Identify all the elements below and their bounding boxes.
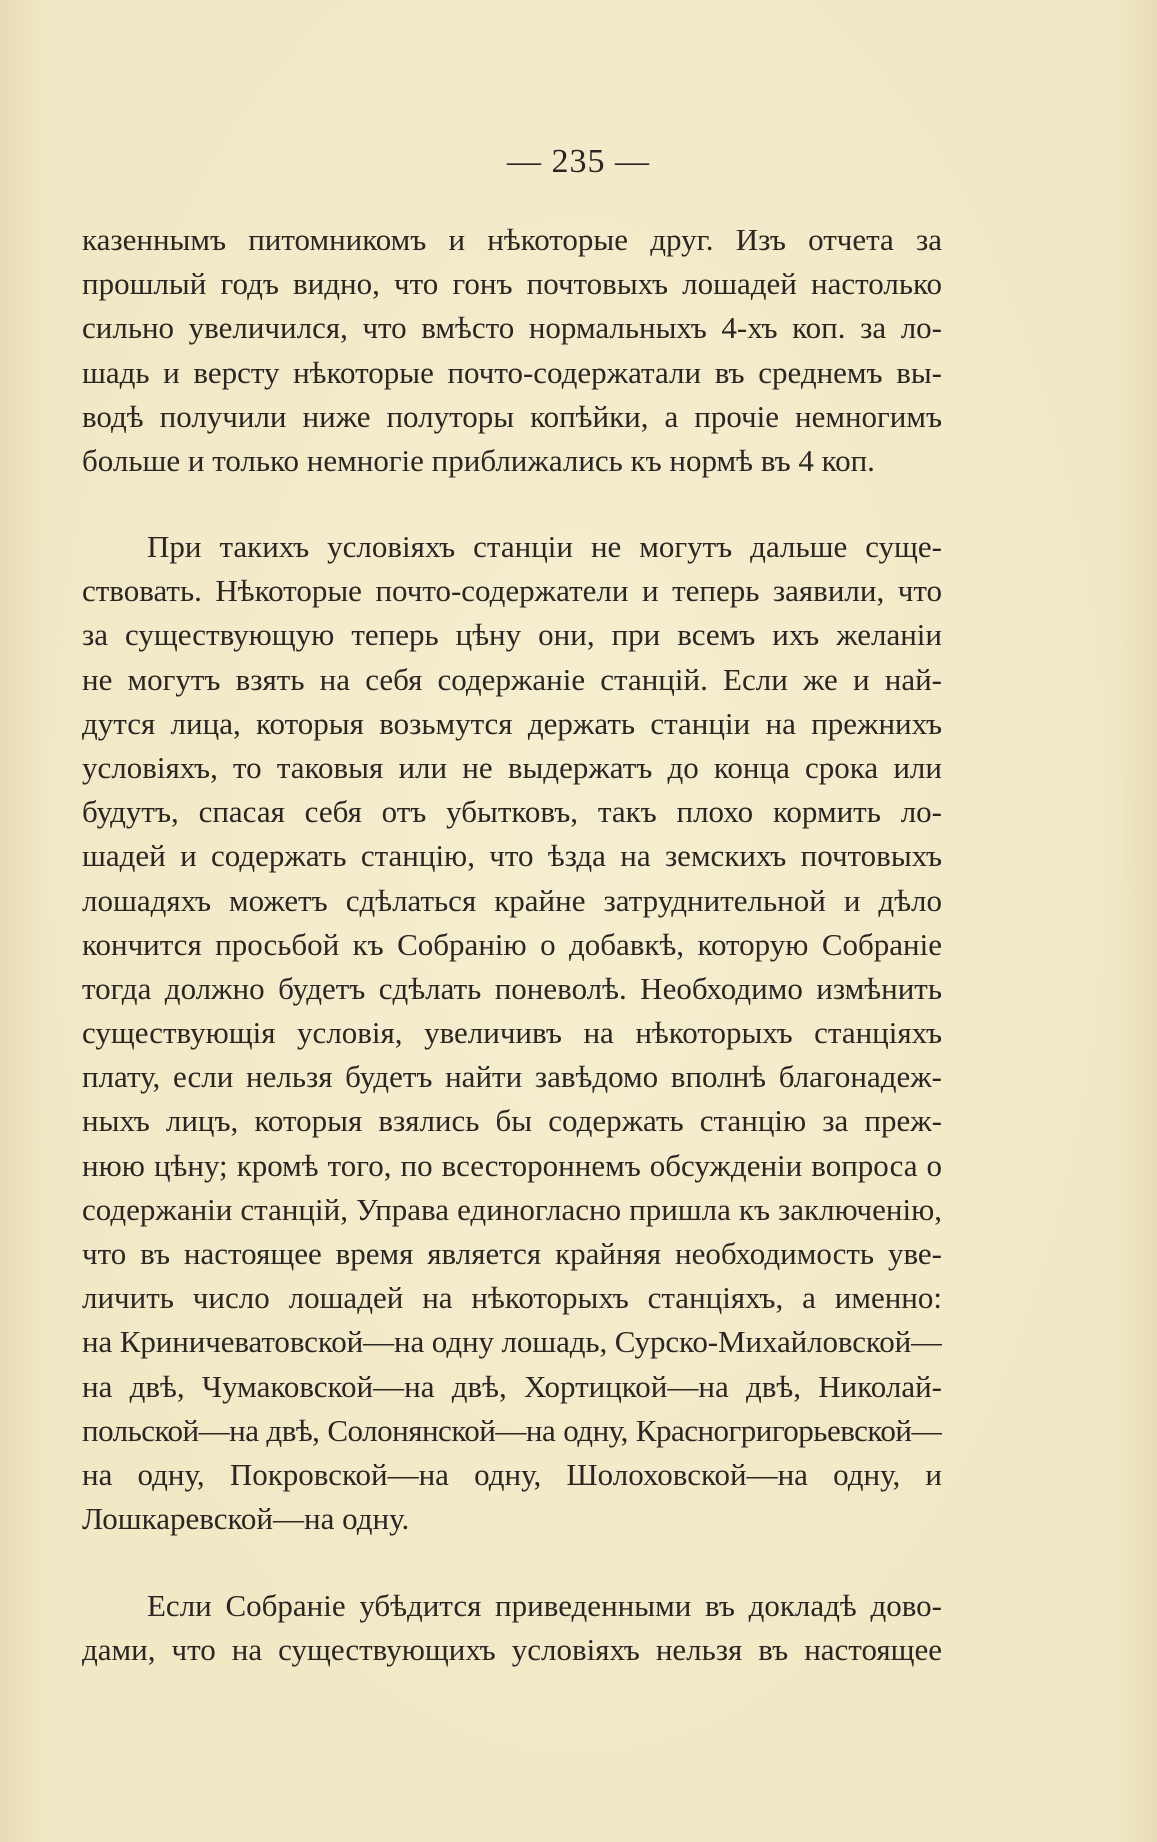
text-line: прошлый годъ видно, что гонъ почтовыхъ лошадей настолько bbox=[82, 266, 942, 302]
text-line: плату, если нельзя будетъ найти завѣдомо вполнѣ благонадеж- bbox=[82, 1059, 942, 1095]
text-line: на двѣ, Чумаковской—на двѣ, Хортицкой—на двѣ, Николай- bbox=[82, 1368, 942, 1404]
text-line: кончится просьбой къ Собранію о добавкѣ, которую Собраніе bbox=[82, 926, 942, 962]
text-line: При такихъ условіяхъ станціи не могутъ дальше суще- bbox=[147, 529, 942, 564]
paragraph-3 bbox=[82, 1584, 942, 1672]
page-number: — 235 — bbox=[507, 143, 650, 180]
text-line: лошадяхъ можетъ сдѣлаться крайне затруднительной и дѣло bbox=[82, 882, 942, 918]
text-line: Лошкаревской—на одну. bbox=[82, 1501, 410, 1537]
text-line: нюю цѣну; кромѣ того, по всестороннемъ обсужденіи вопроса о bbox=[82, 1147, 942, 1183]
text-line: дами, что на существующихъ условіяхъ нельзя въ настоящее bbox=[82, 1632, 942, 1668]
text-line: шадей и содержать станцію, что ѣзда на земскихъ почтовыхъ bbox=[82, 838, 942, 874]
text-line: что въ настоящее время является крайняя необходимость уве- bbox=[82, 1236, 942, 1271]
text-line: ствовать. Нѣкоторые почто-содержатели и теперь заявили, что bbox=[82, 573, 942, 609]
text-line: Если Собраніе убѣдится приведенными въ докладѣ дово- bbox=[147, 1588, 942, 1623]
text-line: содержаніи станцій, Управа единогласно пришла къ заключенію, bbox=[82, 1191, 942, 1227]
text-line: шадь и версту нѣкоторые почто-содержатали въ среднемъ вы- bbox=[82, 354, 942, 390]
paragraph-1 bbox=[82, 218, 942, 483]
paragraph-2 bbox=[82, 525, 942, 1541]
text-line: ныхъ лицъ, которыя взялись бы содержать станцію за преж- bbox=[82, 1103, 942, 1139]
text-line: тогда должно будетъ сдѣлать поневолѣ. Необходимо измѣнить bbox=[82, 970, 942, 1006]
text-line: существующія условія, увеличивъ на нѣкоторыхъ станціяхъ bbox=[82, 1015, 942, 1051]
text-line: дутся лица, которыя возьмутся держать станціи на прежнихъ bbox=[82, 705, 942, 741]
text-line: за существующую теперь цѣну они, при всемъ ихъ желаніи bbox=[82, 617, 942, 653]
text-line: польской—на двѣ, Солонянской—на одну, Красногригорьевской— bbox=[82, 1412, 942, 1448]
text-line: казеннымъ питомникомъ и нѣкоторые друг. Изъ отчета за bbox=[82, 222, 942, 257]
text-line: условіяхъ, то таковыя или не выдержатъ до конца срока или bbox=[82, 749, 942, 785]
text-line: личить число лошадей на нѣкоторыхъ станціяхъ, а именно: bbox=[82, 1280, 942, 1316]
text-line: сильно увеличился, что вмѣсто нормальныхъ 4-хъ коп. за ло- bbox=[82, 310, 942, 346]
text-line: больше и только немногіе приближались къ нормѣ въ 4 коп. bbox=[82, 442, 875, 478]
text-line: не могутъ взять на себя содержаніе станцій. Если же и най- bbox=[82, 661, 942, 697]
text-line: на одну, Покровской—на одну, Шолоховской—на одну, и bbox=[82, 1456, 942, 1492]
text-line: водѣ получили ниже полуторы копѣйки, а прочіе немногимъ bbox=[82, 398, 942, 434]
text-line: будутъ, спасая себя отъ убытковъ, такъ плохо кормить ло- bbox=[82, 794, 942, 830]
text-line: на Криничеватовской—на одну лошадь, Сурско-Михайловской— bbox=[82, 1324, 942, 1360]
